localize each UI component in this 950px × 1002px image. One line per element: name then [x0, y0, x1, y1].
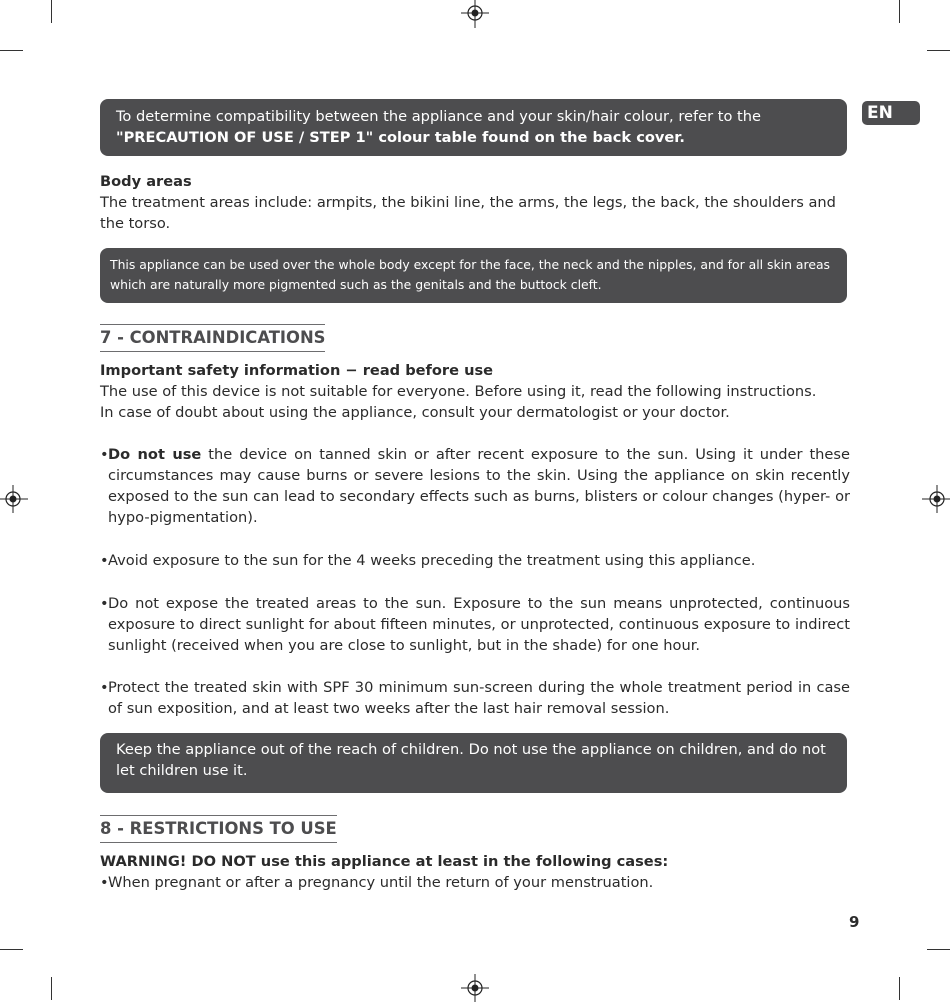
restrictions-warning: WARNING! DO NOT use this appliance at least in the following cases:: [100, 853, 669, 870]
registration-mark-icon: [461, 0, 489, 28]
crop-mark: [0, 949, 23, 950]
bullet-dot: •: [100, 595, 109, 612]
list-item-text: Protect the treated skin with SPF 30 minimum sun-screen during the whole treatment period in case of sun exposition, and at least two weeks after the last hair removal session.: [108, 679, 850, 717]
bullet-dot: •: [100, 552, 109, 569]
crop-mark: [927, 949, 950, 950]
crop-mark: [0, 50, 23, 51]
list-item-text: Do not expose the treated areas to the sun. Exposure to the sun means unprotected, continuous exposure to direct sunlight for about fifteen minutes, or unprotected, continuous exposure to indirect sunlight (received when you are close to sunlight, but in the shade) for one hour.: [108, 595, 850, 654]
crop-mark: [927, 50, 950, 51]
safety-intro-line-1: The use of this device is not suitable for everyone. Before using it, read the following instructions.: [100, 383, 817, 400]
do-not-use-lead: Do not use: [108, 446, 202, 463]
body-areas-heading: Body areas: [100, 173, 192, 190]
language-tab: EN: [862, 101, 920, 125]
crop-mark: [899, 977, 900, 1000]
list-item: [100, 872, 850, 893]
compatibility-note-box: [100, 99, 847, 156]
compatibility-note-reference: "PRECAUTION OF USE / STEP 1" colour table found on the back cover.: [116, 129, 685, 146]
bullet-dot: •: [100, 446, 109, 463]
list-item-text: [108, 444, 850, 528]
registration-mark-icon: [922, 485, 950, 513]
body-areas-note-text: This appliance can be used over the whole body except for the face, the neck and the nipples, and for all skin areas which are naturally more pigmented such as the genitals and the buttock cleft.: [110, 257, 830, 292]
safety-info-heading: Important safety information − read before use: [100, 362, 494, 379]
section-7-title: 7 - CONTRAINDICATIONS: [100, 324, 325, 352]
body-areas-note-box: [100, 248, 847, 303]
safety-intro-line-2: In case of doubt about using the appliance, consult your dermatologist or your doctor.: [100, 404, 730, 421]
list-item: [100, 444, 850, 528]
bullet-dot: •: [100, 874, 109, 891]
children-warning-box: [100, 733, 847, 793]
list-item: [100, 677, 850, 719]
list-item: [100, 593, 850, 656]
do-not-use-text: the device on tanned skin or after recent exposure to the sun. Using it under these circumstances may cause burns or severe lesions to the skin. Using the appliance on skin recently exposed to the sun can lead to secondary effects such as burns, blisters or colour changes (hyper- or hypo-pigmentation).: [108, 446, 850, 526]
crop-mark: [899, 0, 900, 23]
crop-mark: [51, 0, 52, 23]
list-item-text: When pregnant or after a pregnancy until the return of your menstruation.: [108, 874, 654, 891]
children-warning-text: Keep the appliance out of the reach of children. Do not use the appliance on children, and do not let children use it.: [116, 741, 826, 779]
registration-mark-icon: [461, 974, 489, 1002]
section-8-title: 8 - RESTRICTIONS TO USE: [100, 815, 337, 843]
page-number: 9: [849, 913, 860, 931]
list-item-text: Avoid exposure to the sun for the 4 weeks preceding the treatment using this appliance.: [108, 552, 756, 569]
crop-mark: [51, 977, 52, 1000]
body-areas-text: The treatment areas include: armpits, the bikini line, the arms, the legs, the back, the shoulders and the torso.: [100, 194, 836, 232]
registration-mark-icon: [0, 485, 28, 513]
list-item: [100, 550, 850, 571]
compatibility-note-text: To determine compatibility between the appliance and your skin/hair colour, refer to the: [116, 108, 761, 125]
bullet-dot: •: [100, 679, 109, 696]
